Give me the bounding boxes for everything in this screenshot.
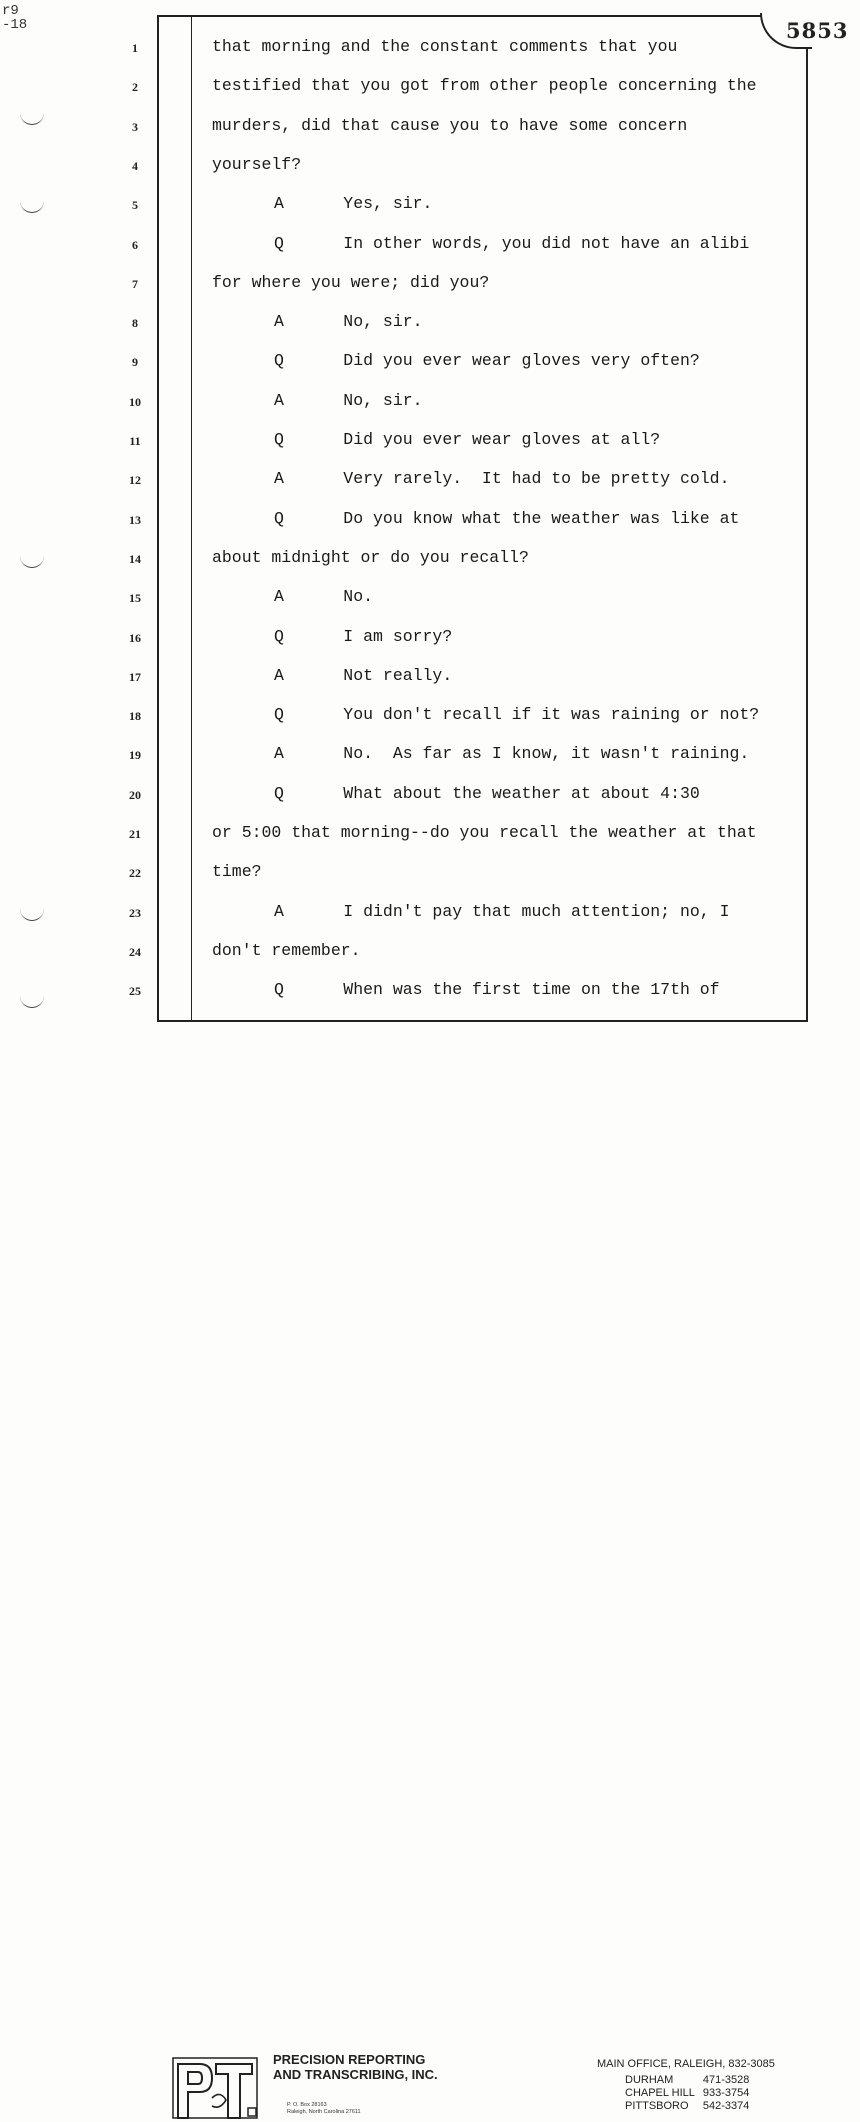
transcript-line: Q You don't recall if it was raining or not? bbox=[274, 705, 760, 725]
office-list bbox=[597, 2058, 775, 2113]
transcript-line: time? bbox=[212, 862, 262, 882]
line-number: 15 bbox=[129, 591, 141, 606]
transcript-line: A I didn't pay that much attention; no, I bbox=[274, 901, 730, 921]
transcript-line: A No. bbox=[274, 587, 374, 607]
line-number: 17 bbox=[129, 669, 141, 684]
transcript-line: murders, did that cause you to have some concern bbox=[212, 115, 688, 135]
transcript-line: Q What about the weather at about 4:30 bbox=[274, 783, 700, 803]
line-number: 4 bbox=[132, 158, 138, 173]
office-phone: 471-3528 bbox=[702, 2074, 750, 2086]
transcript-line: don't remember. bbox=[212, 940, 361, 960]
footer bbox=[0, 1024, 860, 2115]
line-number: 8 bbox=[132, 316, 138, 331]
transcript-line: Q Do you know what the weather was like at bbox=[274, 508, 740, 528]
transcript-line: A No, sir. bbox=[274, 312, 423, 332]
transcript-line: that morning and the constant comments that you bbox=[212, 37, 678, 56]
line-number: 10 bbox=[129, 394, 141, 409]
transcript-line: about midnight or do you recall? bbox=[212, 547, 529, 567]
line-number: 19 bbox=[129, 748, 141, 763]
transcript-line: Q I am sorry? bbox=[274, 626, 453, 646]
line-number: 6 bbox=[132, 237, 138, 252]
transcript-line: yourself? bbox=[212, 154, 302, 174]
company-line-2: AND TRANSCRIBING, INC. bbox=[273, 2067, 438, 2082]
line-number: 9 bbox=[132, 355, 138, 370]
company-line-1: PRECISION REPORTING bbox=[273, 2052, 426, 2067]
transcript-line: A Very rarely. It had to be pretty cold. bbox=[274, 469, 730, 489]
line-number: 2 bbox=[132, 80, 138, 95]
transcript-line: Q Did you ever wear gloves very often? bbox=[274, 351, 700, 371]
office-phone: 933-3754 bbox=[702, 2087, 750, 2099]
transcript-line: A Not really. bbox=[274, 665, 453, 685]
office-city: CHAPEL HILL bbox=[625, 2087, 695, 2099]
company-address bbox=[287, 2102, 361, 2115]
margin-note-line-2: -18 bbox=[2, 17, 28, 33]
transcript-line: for where you were; did you? bbox=[212, 272, 490, 292]
office-phone: 542-3374 bbox=[702, 2100, 750, 2112]
binder-hole-mark bbox=[20, 555, 44, 568]
transcript-line: Q Did you ever wear gloves at all? bbox=[274, 430, 661, 449]
transcript-line: Q When was the first time on the 17th of bbox=[274, 980, 720, 1000]
binder-hole-mark bbox=[20, 908, 44, 921]
margin-note bbox=[2, 4, 27, 32]
page-number: 5853 bbox=[786, 18, 849, 43]
line-number: 23 bbox=[129, 905, 141, 920]
transcript-line: A No. As far as I know, it wasn't raining. bbox=[274, 744, 750, 764]
office-city: DURHAM bbox=[625, 2074, 674, 2086]
transcript-line: A Yes, sir. bbox=[274, 194, 433, 214]
transcript-line: testified that you got from other people concerning the bbox=[212, 76, 757, 96]
company-logo bbox=[172, 2054, 258, 2122]
address-line-2: Raleigh, North Carolina 27611 bbox=[287, 2108, 361, 2115]
transcript-line: Q In other words, you did not have an alibi bbox=[274, 233, 750, 253]
margin-rule bbox=[191, 15, 192, 1022]
main-office: MAIN OFFICE, RALEIGH, 832-3085 bbox=[597, 2058, 775, 2070]
office-row bbox=[625, 2100, 757, 2113]
line-number: 18 bbox=[129, 709, 141, 724]
binder-hole-mark bbox=[20, 995, 44, 1008]
binder-hole-mark bbox=[20, 200, 44, 213]
line-number: 13 bbox=[129, 512, 141, 527]
transcript-line: A No, sir. bbox=[274, 390, 423, 410]
line-number: 20 bbox=[129, 787, 141, 802]
line-number: 5 bbox=[132, 198, 138, 213]
office-row bbox=[625, 2087, 757, 2100]
margin-note-line-1: r9 bbox=[2, 3, 19, 19]
line-number: 22 bbox=[129, 866, 141, 881]
line-number: 1 bbox=[132, 41, 138, 55]
company-name bbox=[273, 2052, 438, 2082]
address-line-1: P. O. Box 28163 bbox=[287, 2102, 327, 2108]
line-number: 25 bbox=[129, 984, 141, 999]
line-number: 7 bbox=[132, 276, 138, 291]
line-number: 12 bbox=[129, 473, 141, 488]
line-number: 11 bbox=[129, 434, 141, 448]
binder-hole-mark bbox=[20, 112, 44, 125]
office-row bbox=[625, 2074, 757, 2087]
transcript-line: or 5:00 that morning--do you recall the weather at that bbox=[212, 823, 757, 842]
line-number: 21 bbox=[129, 827, 141, 841]
line-number: 14 bbox=[129, 551, 141, 566]
line-number: 24 bbox=[129, 944, 141, 959]
line-number: 16 bbox=[129, 630, 141, 645]
office-table bbox=[625, 2074, 757, 2113]
line-number: 3 bbox=[132, 119, 138, 134]
office-city: PITTSBORO bbox=[625, 2100, 689, 2112]
